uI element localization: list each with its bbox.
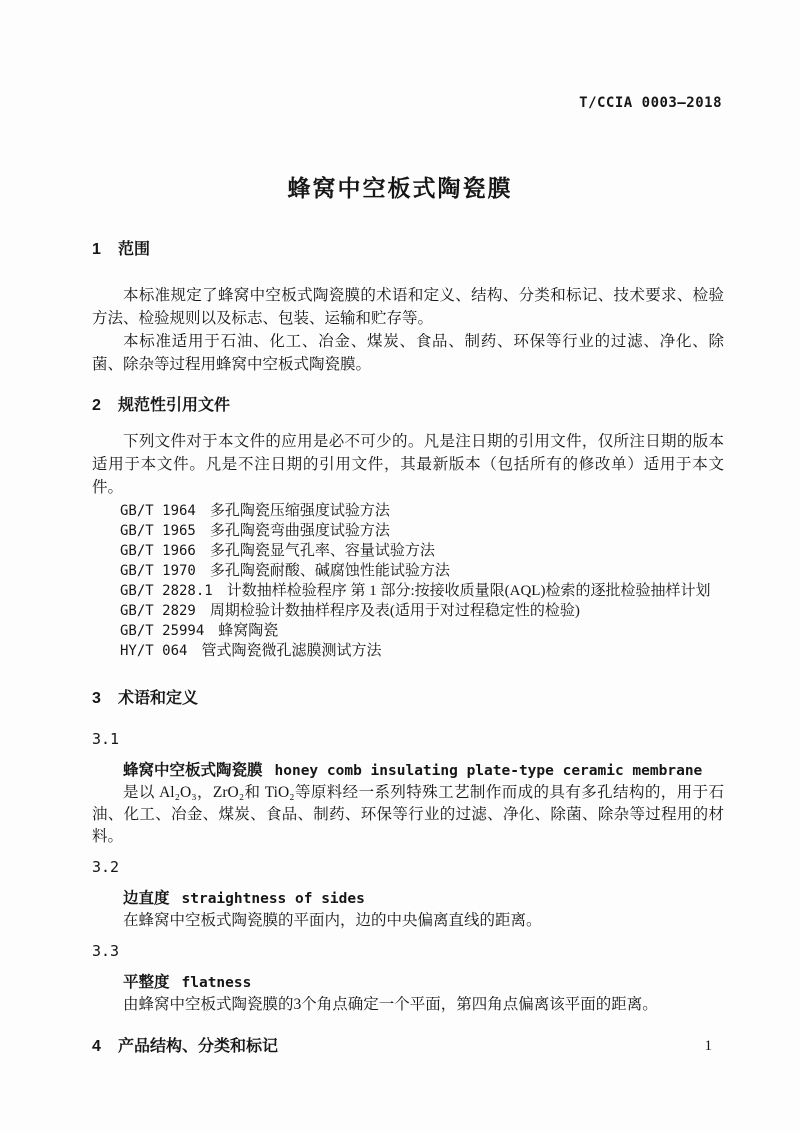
reference-title: 周期检验计数抽样程序及表(适用于对过程稳定性的检验) xyxy=(209,603,580,619)
reference-title: 计数抽样检验程序 第 1 部分:按接收质量限(AQL)检索的逐批检验抽样计划 xyxy=(226,583,711,599)
term-number: 3.2 xyxy=(92,858,120,876)
paragraph: 本标准规定了蜂窝中空板式陶瓷膜的术语和定义、结构、分类和标记、技术要求、检验方法、检验规则以及标志、包装、运输和贮存等。 xyxy=(92,287,724,327)
reference-title: 蜂窝陶瓷 xyxy=(218,623,279,639)
reference-code: GB/T 1965 xyxy=(120,523,196,539)
reference-title: 多孔陶瓷耐酸、碱腐蚀性能试验方法 xyxy=(209,563,450,579)
reference-code: GB/T 1970 xyxy=(120,563,196,579)
section-3-heading xyxy=(92,689,724,709)
term-chinese: 蜂窝中空板式陶瓷膜 xyxy=(123,762,263,779)
term-chinese: 平整度 xyxy=(123,974,170,991)
reference-title: 多孔陶瓷显气孔率、容量试验方法 xyxy=(209,543,435,559)
term-chinese: 边直度 xyxy=(123,890,170,907)
reference-code: GB/T 2828.1 xyxy=(120,583,213,599)
term-definition: 是以 Al₂O₃，ZrO₂和 TiO₂等原料经一系列特殊工艺制作而成的具有多孔结构的，用于石油、化工、冶金、煤炭、食品、制药、环保等行业的过滤、净化、除菌、除杂等过程用的材料。 xyxy=(92,784,724,845)
reference-code: GB/T 25994 xyxy=(120,623,205,639)
reference-code: HY/T 064 xyxy=(120,643,188,659)
reference-code: GB/T 1966 xyxy=(120,543,196,559)
reference-title: 多孔陶瓷弯曲强度试验方法 xyxy=(209,523,390,539)
terms-and-definitions xyxy=(92,731,724,1016)
paragraph: 本标准适用于石油、化工、冶金、煤炭、食品、制药、环保等行业的过滤、净化、除菌、除杂等过程用蜂窝中空板式陶瓷膜。 xyxy=(92,333,724,373)
section-4-heading xyxy=(92,1037,724,1057)
reference-code: GB/T 1964 xyxy=(120,503,196,519)
section-number: 2 xyxy=(92,397,101,414)
normative-references-list xyxy=(92,501,724,661)
reference-item xyxy=(92,501,724,521)
reference-item xyxy=(92,641,724,661)
section-title: 术语和定义 xyxy=(118,690,199,707)
term-line xyxy=(92,973,724,993)
reference-item xyxy=(92,561,724,581)
reference-item xyxy=(92,541,724,561)
term-block-3-2 xyxy=(92,859,724,932)
reference-title: 管式陶瓷微孔滤膜测试方法 xyxy=(201,643,382,659)
paragraph: 下列文件对于本文件的应用是必不可少的。凡是注日期的引用文件，仅所注日期的版本适用于本文件。凡是不注日期的引用文件，其最新版本（包括所有的修改单）适用于本文件。 xyxy=(92,433,724,496)
section-title: 产品结构、分类和标记 xyxy=(118,1038,279,1055)
section-number: 4 xyxy=(92,1038,101,1055)
section-number: 3 xyxy=(92,690,101,707)
section-title: 规范性引用文件 xyxy=(118,397,231,414)
document-body xyxy=(92,240,724,1057)
document-title: 蜂窝中空板式陶瓷膜 xyxy=(287,175,513,201)
reference-item xyxy=(92,521,724,541)
reference-item xyxy=(92,621,724,641)
term-english: honey comb insulating plate-type ceramic membrane xyxy=(274,763,703,779)
term-line xyxy=(92,889,724,909)
term-definition: 由蜂窝中空板式陶瓷膜的3个角点确定一个平面，第四角点偏离该平面的距离。 xyxy=(123,996,658,1013)
term-english: straightness of sides xyxy=(181,891,365,907)
reference-code: GB/T 2829 xyxy=(120,603,196,619)
reference-title: 多孔陶瓷压缩强度试验方法 xyxy=(209,503,390,519)
page-number: 1 xyxy=(704,1038,712,1054)
term-english: flatness xyxy=(181,975,252,991)
reference-item xyxy=(92,581,724,601)
section-1-heading xyxy=(92,240,724,260)
term-block-3-3 xyxy=(92,943,724,1016)
standard-number: T/CCIA 0003—2018 xyxy=(579,95,722,111)
term-line xyxy=(92,761,724,781)
section-2-heading xyxy=(92,396,724,416)
term-definition: 在蜂窝中空板式陶瓷膜的平面内，边的中央偏离直线的距离。 xyxy=(123,912,542,929)
reference-item xyxy=(92,601,724,621)
term-block-3-1 xyxy=(92,731,724,848)
term-number: 3.1 xyxy=(92,730,120,748)
section-number: 1 xyxy=(92,241,101,258)
term-number: 3.3 xyxy=(92,942,120,960)
section-title: 范围 xyxy=(118,241,151,258)
